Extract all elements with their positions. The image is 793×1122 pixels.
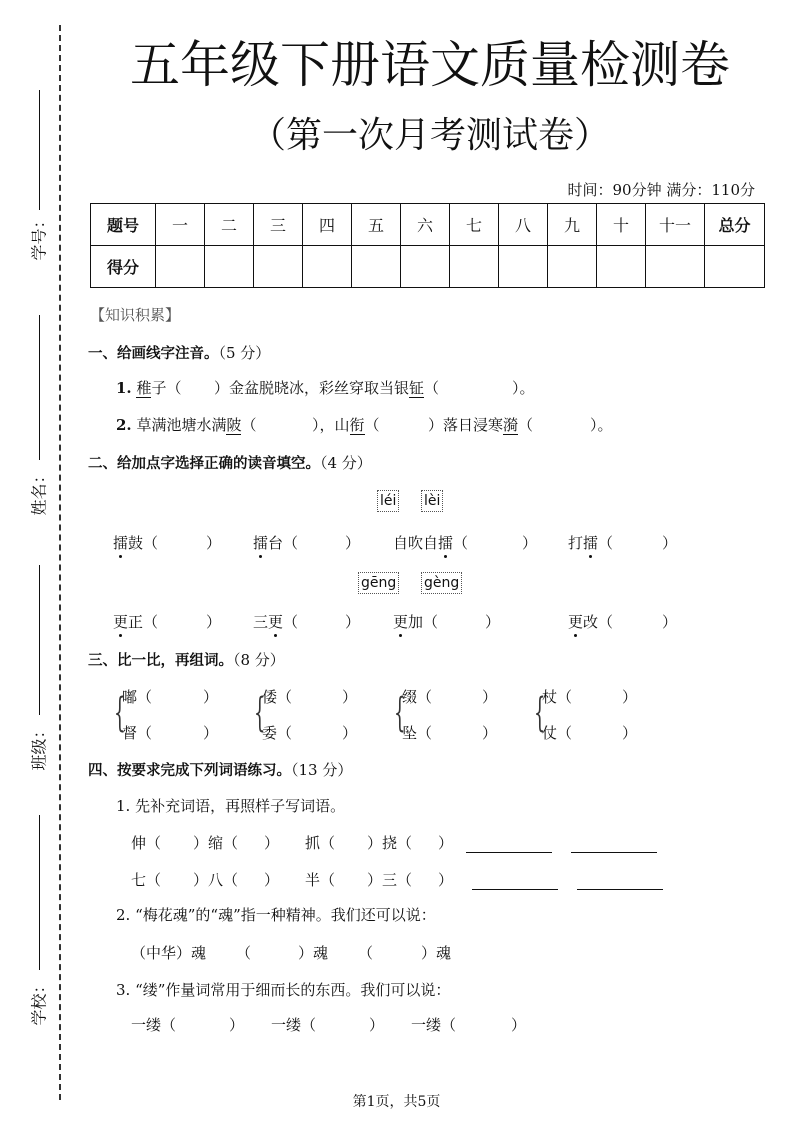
student-no-label: 学号： [29,212,49,261]
q4-sub-2: 2. “梅花魂”的“魂”指一种精神。我们还可以说： [116,906,436,924]
pinyin-option: gèng [421,572,462,594]
paren: ） [482,724,498,742]
item-number: 1. [116,379,132,397]
page-footer: 第1页，共5页 [352,1094,441,1110]
text: 一缕（ [131,1016,177,1034]
score-table-score-row [91,246,765,288]
dotted-char: 更 [393,613,409,631]
text: 改（ [583,613,614,631]
class-label: 班级： [29,722,49,771]
paren: ） [206,534,222,552]
q1-points: （5 分） [218,344,271,362]
q2-word [253,612,298,632]
q1-title: 一、给画线字注音。 [88,346,219,362]
text: 鼓（ [128,534,159,552]
text: 草满池塘水满 [136,416,227,434]
text: （ [236,944,252,962]
col-total: 总分 [705,204,765,246]
q3-char: 嘟（ [122,688,153,706]
col-9: 九 [548,204,597,246]
q1-item-2 [116,415,257,435]
q3-char: 坠（ [402,724,433,742]
item-number: 2. [116,416,132,434]
underlined-char: 钲 [409,379,425,397]
name-label: 姓名： [29,467,49,516]
brace-icon: { [254,690,266,736]
text: ） [264,834,280,852]
answer-line[interactable] [472,889,558,890]
row-label: 得分 [91,246,156,288]
page-title: 五年级下册语文质量检测卷 [130,36,730,94]
q3-char: 委（ [262,724,293,742]
text: 抓（ [305,834,336,852]
dotted-char: 擂 [583,534,599,552]
underlined-char: 稚 [136,379,152,397]
text: （ [364,416,380,434]
dotted-char: 擂 [253,534,269,552]
text: ）。 [512,379,535,397]
q2-word [113,612,158,632]
text: ），山 [312,416,350,434]
q4-sub-1: 1. 先补充词语，再照样子写词语。 [116,797,346,815]
text: （ [598,534,614,552]
q3-char: 杖（ [542,688,573,706]
q2-word [113,533,158,553]
student-no-line [39,90,40,210]
score-cell[interactable] [303,246,352,288]
text: ） [438,871,454,889]
answer-line[interactable] [466,852,552,853]
paren: ） [622,724,638,742]
score-cell[interactable] [254,246,303,288]
dotted-char: 擂 [113,534,129,552]
q2-title: 二、给加点字选择正确的读音填空。 [88,456,320,472]
text: ）魂 [421,944,452,962]
text: ）缩（ [193,834,239,852]
header-label: 题号 [91,204,156,246]
score-cell[interactable] [597,246,646,288]
q3-points: （8 分） [233,651,285,669]
brace-icon: { [534,690,546,736]
score-cell[interactable] [401,246,450,288]
q1-item-1 [116,378,181,398]
dotted-char: 更 [568,613,584,631]
text: 加（ [408,613,439,631]
dotted-char: 擂 [438,534,454,552]
q1-heading [88,343,270,364]
brace-icon: { [394,690,406,736]
text: （ [283,613,299,631]
col-3: 三 [254,204,303,246]
q2-word [393,612,438,632]
paren: ） [485,613,501,631]
text: 半（ [305,871,336,889]
pinyin-option: léi [377,490,399,512]
text: ）金盆脱晓冰，彩丝穿取当银 [214,379,410,397]
pinyin-option: gēng [358,572,399,594]
col-11: 十一 [646,204,705,246]
paren: ） [206,613,222,631]
q4-sub-3: 3. “缕”作量词常用于细而长的东西。我们可以说： [116,981,451,999]
col-4: 四 [303,204,352,246]
col-2: 二 [205,204,254,246]
score-cell[interactable] [705,246,765,288]
text: 伸（ [131,834,162,852]
paren: ） [345,534,361,552]
q2-points: （4 分） [320,454,372,472]
brace-icon: { [114,690,126,736]
text: 三 [253,613,269,631]
q1-item-1-cont [214,378,439,398]
q3-char: 倭（ [262,688,293,706]
text: 台（ [268,534,299,552]
q3-char: 缀（ [402,688,433,706]
paren: ） [522,534,538,552]
school-line [39,815,40,970]
q3-title: 三、比一比，再组词。 [88,653,233,669]
q3-char: 仗（ [542,724,573,742]
q1-item-2-cont [312,415,380,435]
underlined-char: 衔 [349,416,365,434]
paren: ） [662,613,678,631]
text: 子（ [151,379,182,397]
q2-word [393,533,468,553]
text: ）。 [590,416,613,434]
text: 一缕（ [271,1016,317,1034]
text: 一缕（ [411,1016,457,1034]
text: ）三（ [367,871,413,889]
dotted-char: 更 [113,613,129,631]
text: 七（ [131,871,162,889]
q2-word [253,533,298,553]
q4-title: 四、按要求完成下列词语练习。 [88,763,291,779]
q4-heading [88,760,352,781]
score-cell[interactable] [450,246,499,288]
text: （中华）魂 [131,944,207,962]
paren: ） [203,688,219,706]
score-cell[interactable] [205,246,254,288]
q3-heading [88,650,285,671]
q3-char: 督（ [122,724,153,742]
q2-word [568,533,613,553]
text: ）魂 [298,944,329,962]
text: ） [511,1016,527,1034]
binding-dashed-line [59,25,61,1100]
dotted-char: 更 [268,613,284,631]
text: （ [358,944,374,962]
col-1: 一 [156,204,205,246]
score-table-header-row [91,204,765,246]
text: ）落日浸寒 [428,416,504,434]
text: （ [424,379,440,397]
name-line [39,315,40,460]
paren: ） [203,724,219,742]
answer-line[interactable] [577,889,663,890]
text: ） [438,834,454,852]
col-5: 五 [352,204,401,246]
paren: ） [345,613,361,631]
paren: ） [482,688,498,706]
paren: ） [342,724,358,742]
text: ） [264,871,280,889]
text: ） [229,1016,245,1034]
col-8: 八 [499,204,548,246]
page-subtitle: （第一次月考测试卷） [249,115,610,156]
text: ）挠（ [367,834,413,852]
col-7: 七 [450,204,499,246]
score-cell[interactable] [548,246,597,288]
text: 正（ [128,613,159,631]
score-table [90,203,765,288]
text: ） [369,1016,385,1034]
underlined-char: 漪 [503,416,519,434]
text: （ [241,416,257,434]
pinyin-option: lèi [421,490,443,512]
section-tag: 【知识积累】 [90,306,181,324]
paren: ） [622,688,638,706]
school-label: 学校： [29,977,49,1026]
q4-points: （13 分） [291,761,353,779]
q2-word [568,612,613,632]
paren: ） [662,534,678,552]
score-cell[interactable] [156,246,205,288]
text: （ [518,416,534,434]
answer-line[interactable] [571,852,657,853]
class-line [39,565,40,715]
text: 自吹自 [393,534,439,552]
score-cell[interactable] [646,246,705,288]
col-10: 十 [597,204,646,246]
score-cell[interactable] [352,246,401,288]
col-6: 六 [401,204,450,246]
score-cell[interactable] [499,246,548,288]
text: ）八（ [193,871,239,889]
underlined-char: 陂 [226,416,242,434]
paren: ） [342,688,358,706]
q2-heading [88,453,372,474]
text: 打 [568,534,584,552]
exam-meta: 时间：90分钟 满分：110分 [567,181,755,199]
q1-item-2-cont2 [428,415,533,435]
text: （ [453,534,469,552]
